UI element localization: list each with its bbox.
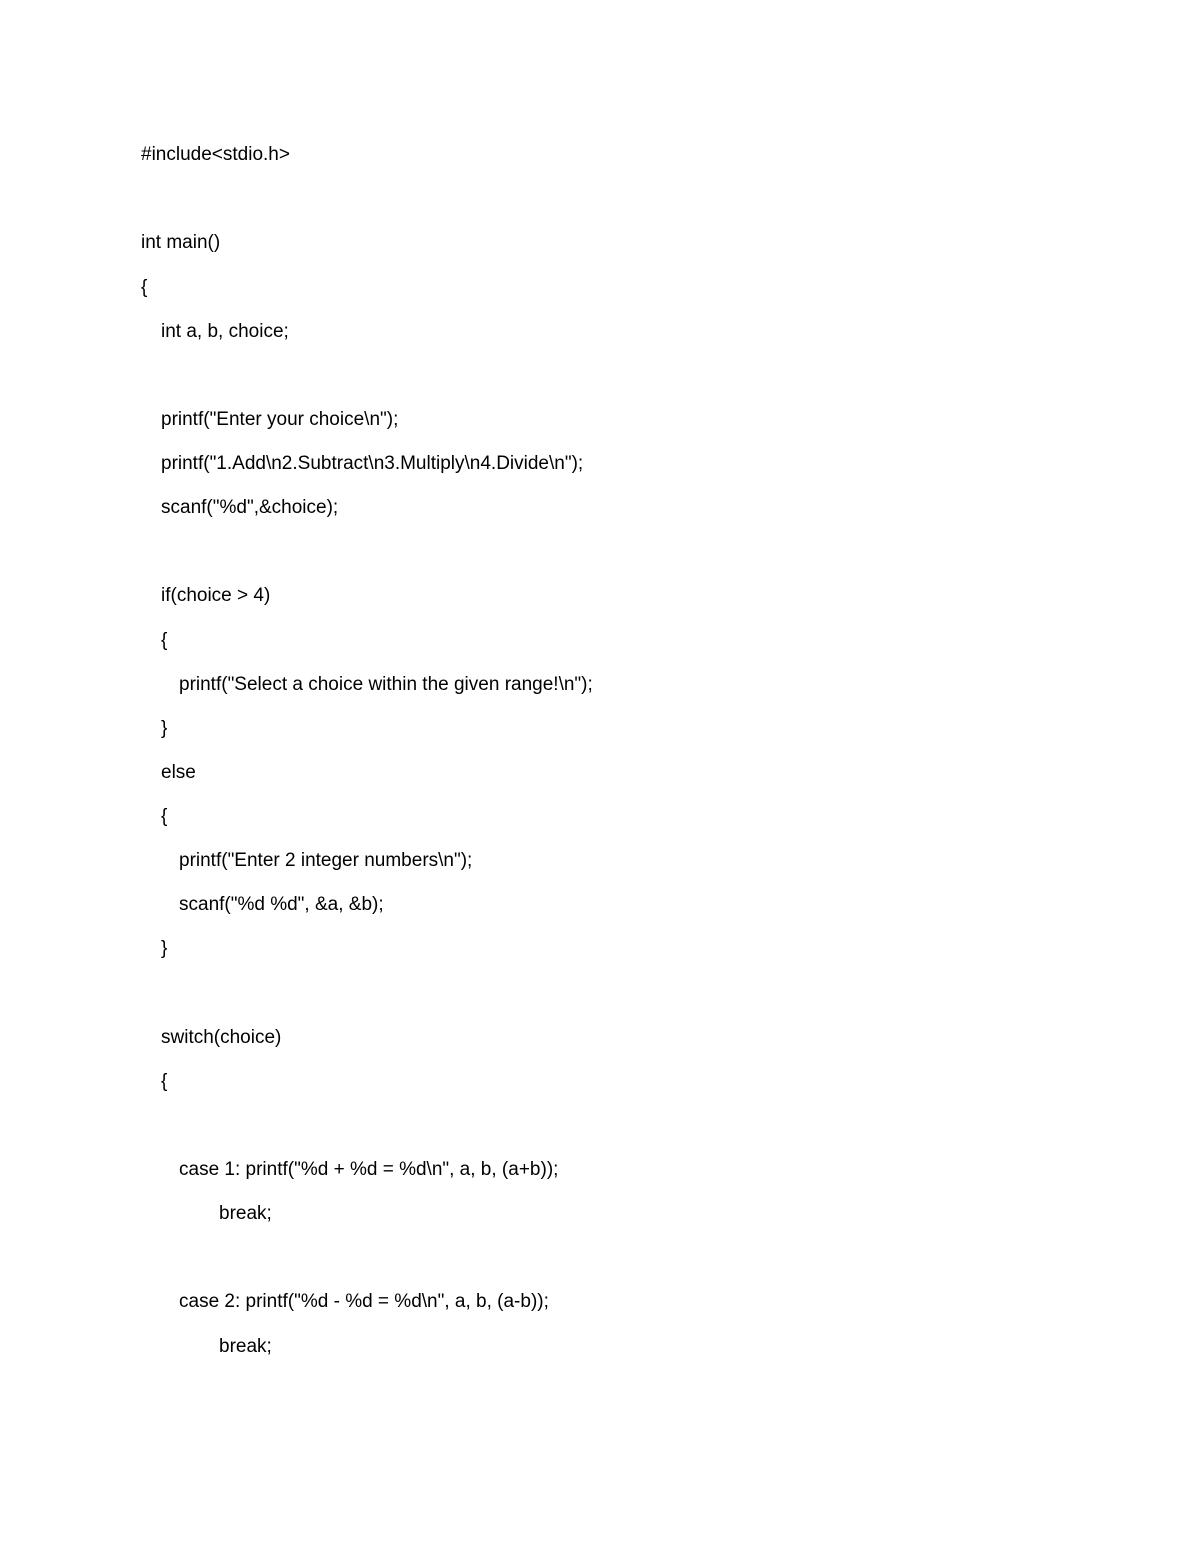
code-line: switch(choice) [161, 1027, 282, 1048]
code-line: { [161, 806, 168, 827]
code-line: { [161, 1071, 168, 1092]
code-line: #include<stdio.h> [141, 144, 290, 165]
code-line: printf("Enter your choice\n"); [161, 409, 399, 430]
code-line: scanf("%d",&choice); [161, 497, 339, 518]
code-line: case 2: printf("%d - %d = %d\n", a, b, (a-b)); [179, 1291, 549, 1312]
code-line: if(choice > 4) [161, 585, 271, 606]
code-line: { [161, 630, 168, 651]
code-line: printf("Select a choice within the given range!\n"); [179, 674, 593, 695]
code-line: } [161, 718, 168, 739]
code-line: int main() [141, 232, 221, 253]
code-line: int a, b, choice; [161, 321, 289, 342]
code-line: scanf("%d %d", &a, &b); [179, 894, 384, 915]
code-line: case 1: printf("%d + %d = %d\n", a, b, (a+b)); [179, 1159, 559, 1180]
code-line: else [161, 762, 196, 783]
code-line: } [161, 938, 168, 959]
code-line: printf("Enter 2 integer numbers\n"); [179, 850, 473, 871]
code-line: printf("1.Add\n2.Subtract\n3.Multiply\n4.Divide\n"); [161, 453, 584, 474]
code-line: { [141, 277, 148, 298]
code-line: break; [219, 1336, 272, 1357]
code-line: break; [219, 1203, 272, 1224]
